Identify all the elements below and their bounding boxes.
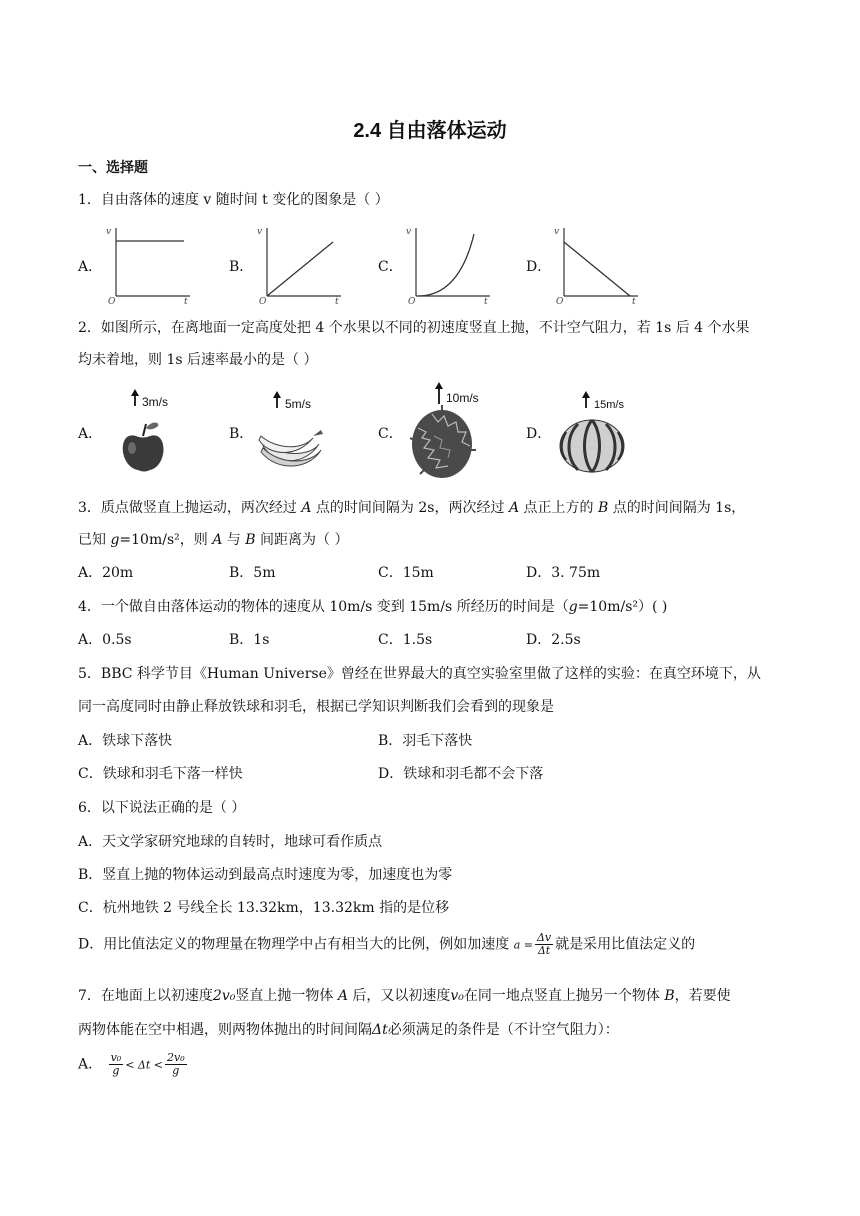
q1-option-d-label: D． [526, 259, 552, 275]
q1-graph-c-v: v [406, 227, 412, 237]
question-3-line-2: 已知 g=10m/s²，则 A 与 B 间距离为（ ） [78, 532, 349, 548]
q6-option-a: A．天文学家研究地球的自转时，地球可看作质点 [78, 834, 383, 850]
page-title: 2.4 自由落体运动 [353, 120, 507, 142]
q3-option-c: C．15m [378, 565, 434, 581]
q1-graph-d [552, 224, 642, 307]
question-3-line-1: 3．质点做竖直上抛运动，两次经过 A 点的时间间隔为 2s，两次经过 A 点正上方的 B 点的时间间隔为 1s， [78, 500, 746, 516]
q1-graph-b-origin: O [259, 297, 267, 307]
q1-graph-d-line [564, 242, 630, 296]
section-heading: 一、选择题 [78, 160, 148, 176]
q1-graph-a-t: t [184, 297, 188, 307]
q1-graph-c [404, 224, 494, 307]
q1-graph-a-v: v [106, 227, 112, 237]
q4-option-b: B．1s [229, 632, 270, 648]
question-4: 4．一个做自由落体运动的物体的速度从 10m/s 变到 15m/s 所经历的时间是（g=10m/s²）( ) [78, 599, 668, 615]
question-5-line-1: 5．BBC 科学节目《Human Universe》曾经在世界最大的真空实验室里做了这样的实验：在真空环境下，从 [78, 666, 761, 682]
q3-option-b: B．5m [229, 565, 276, 581]
q1-graph-d-t: t [632, 297, 636, 307]
q1-graph-a-origin: O [108, 297, 116, 307]
q5-option-c: C．铁球和羽毛下落一样快 [78, 766, 243, 782]
question-5-line-2: 同一高度同时由静止释放铁球和羽毛，根据已学知识判断我们会看到的现象是 [78, 699, 554, 715]
q1-option-c-label: C． [378, 259, 403, 275]
question-1: 1．自由落体的速度 v 随时间 t 变化的图象是（ ） [78, 192, 389, 208]
q6-option-c: C．杭州地铁 2 号线全长 13.32km，13.32km 指的是位移 [78, 900, 450, 916]
q2-option-a-label: A． [78, 426, 103, 442]
q5-option-a: A．铁球下落快 [78, 733, 173, 749]
question-2-line-2: 均未着地，则 1s 后速率最小的是（ ） [78, 352, 318, 368]
q2-speed-c: 10m/s [446, 391, 479, 405]
q2-option-c-label: C． [378, 426, 403, 442]
q5-option-d: D．铁球和羽毛都不会下落 [378, 766, 544, 782]
q1-graph-d-origin: O [556, 297, 564, 307]
banana-icon [259, 430, 323, 466]
q4-option-d: D．2.5s [526, 632, 581, 648]
q1-graph-c-curve [418, 234, 474, 296]
q2-speed-d: 15m/s [594, 399, 624, 411]
question-2-line-1: 2．如图所示，在离地面一定高度处把 4 个水果以不同的初速度竖直上抛，不计空气阻力，若 1s 后 4 个水果 [78, 320, 750, 336]
q2-watermelon-figure [552, 386, 640, 476]
q2-speed-a: 3m/s [142, 395, 169, 409]
q1-graph-b-t: t [335, 297, 339, 307]
q1-graph-b [255, 224, 345, 307]
q3-option-a: A．20m [78, 565, 134, 581]
question-6: 6．以下说法正确的是（ ） [78, 800, 246, 816]
question-7-line-1: 7．在地面上以初速度2v₀竖直上抛一物体 A 后，又以初速度v₀在同一地点竖直上抛另一个物体 B，若要使 [78, 988, 731, 1004]
q2-option-d-label: D． [526, 426, 552, 442]
q2-apple-figure [110, 386, 190, 476]
q2-speed-b: 5m/s [285, 397, 312, 411]
q1-option-a-label: A． [78, 259, 103, 275]
q1-graph-d-v: v [554, 227, 560, 237]
watermelon-icon [560, 420, 624, 472]
q4-option-a: A．0.5s [78, 632, 132, 648]
q1-graph-b-v: v [257, 227, 263, 237]
q2-option-b-label: B． [229, 426, 254, 442]
q6-option-b: B．竖直上抛的物体运动到最高点时速度为零，加速度也为零 [78, 867, 453, 883]
q3-option-d: D．3. 75m [526, 565, 601, 581]
q2-durian-figure [404, 380, 500, 480]
q5-option-b: B．羽毛下落快 [378, 733, 473, 749]
q1-graph-a [104, 224, 194, 307]
acceleration-fraction: $\frac{\Delta v}{\Delta t}$ [536, 931, 552, 957]
q2-banana-figure [255, 386, 335, 476]
q1-graph-c-origin: O [408, 297, 416, 307]
q7-fraction-2: $\frac{\text{2v₀}}{g}$ [167, 1051, 185, 1077]
question-7-line-2: 两物体能在空中相遇，则两物体抛出的时间间隔Δt必须满足的条件是（不计空气阻力）： [78, 1022, 619, 1038]
q4-option-c: C．1.5s [378, 632, 433, 648]
q1-graph-b-line [267, 242, 333, 296]
q1-option-b-label: B． [229, 259, 254, 275]
apple-icon [123, 435, 164, 471]
q6-option-d: D．用比值法定义的物理量在物理学中占有相当大的比例，例如加速度 a = $\frac{\Delta v}{\Delta t}$ 就是采用比值法定义的 [78, 931, 696, 957]
durian-icon [410, 405, 476, 478]
q7-option-a: A． $\frac{\text{v₀}}{g}$ < Δt < $\frac{\text{2v₀}}{g}$ [78, 1051, 185, 1077]
q1-graph-c-t: t [484, 297, 488, 307]
q7-fraction-1: $\frac{\text{v₀}}{g}$ [110, 1051, 122, 1077]
